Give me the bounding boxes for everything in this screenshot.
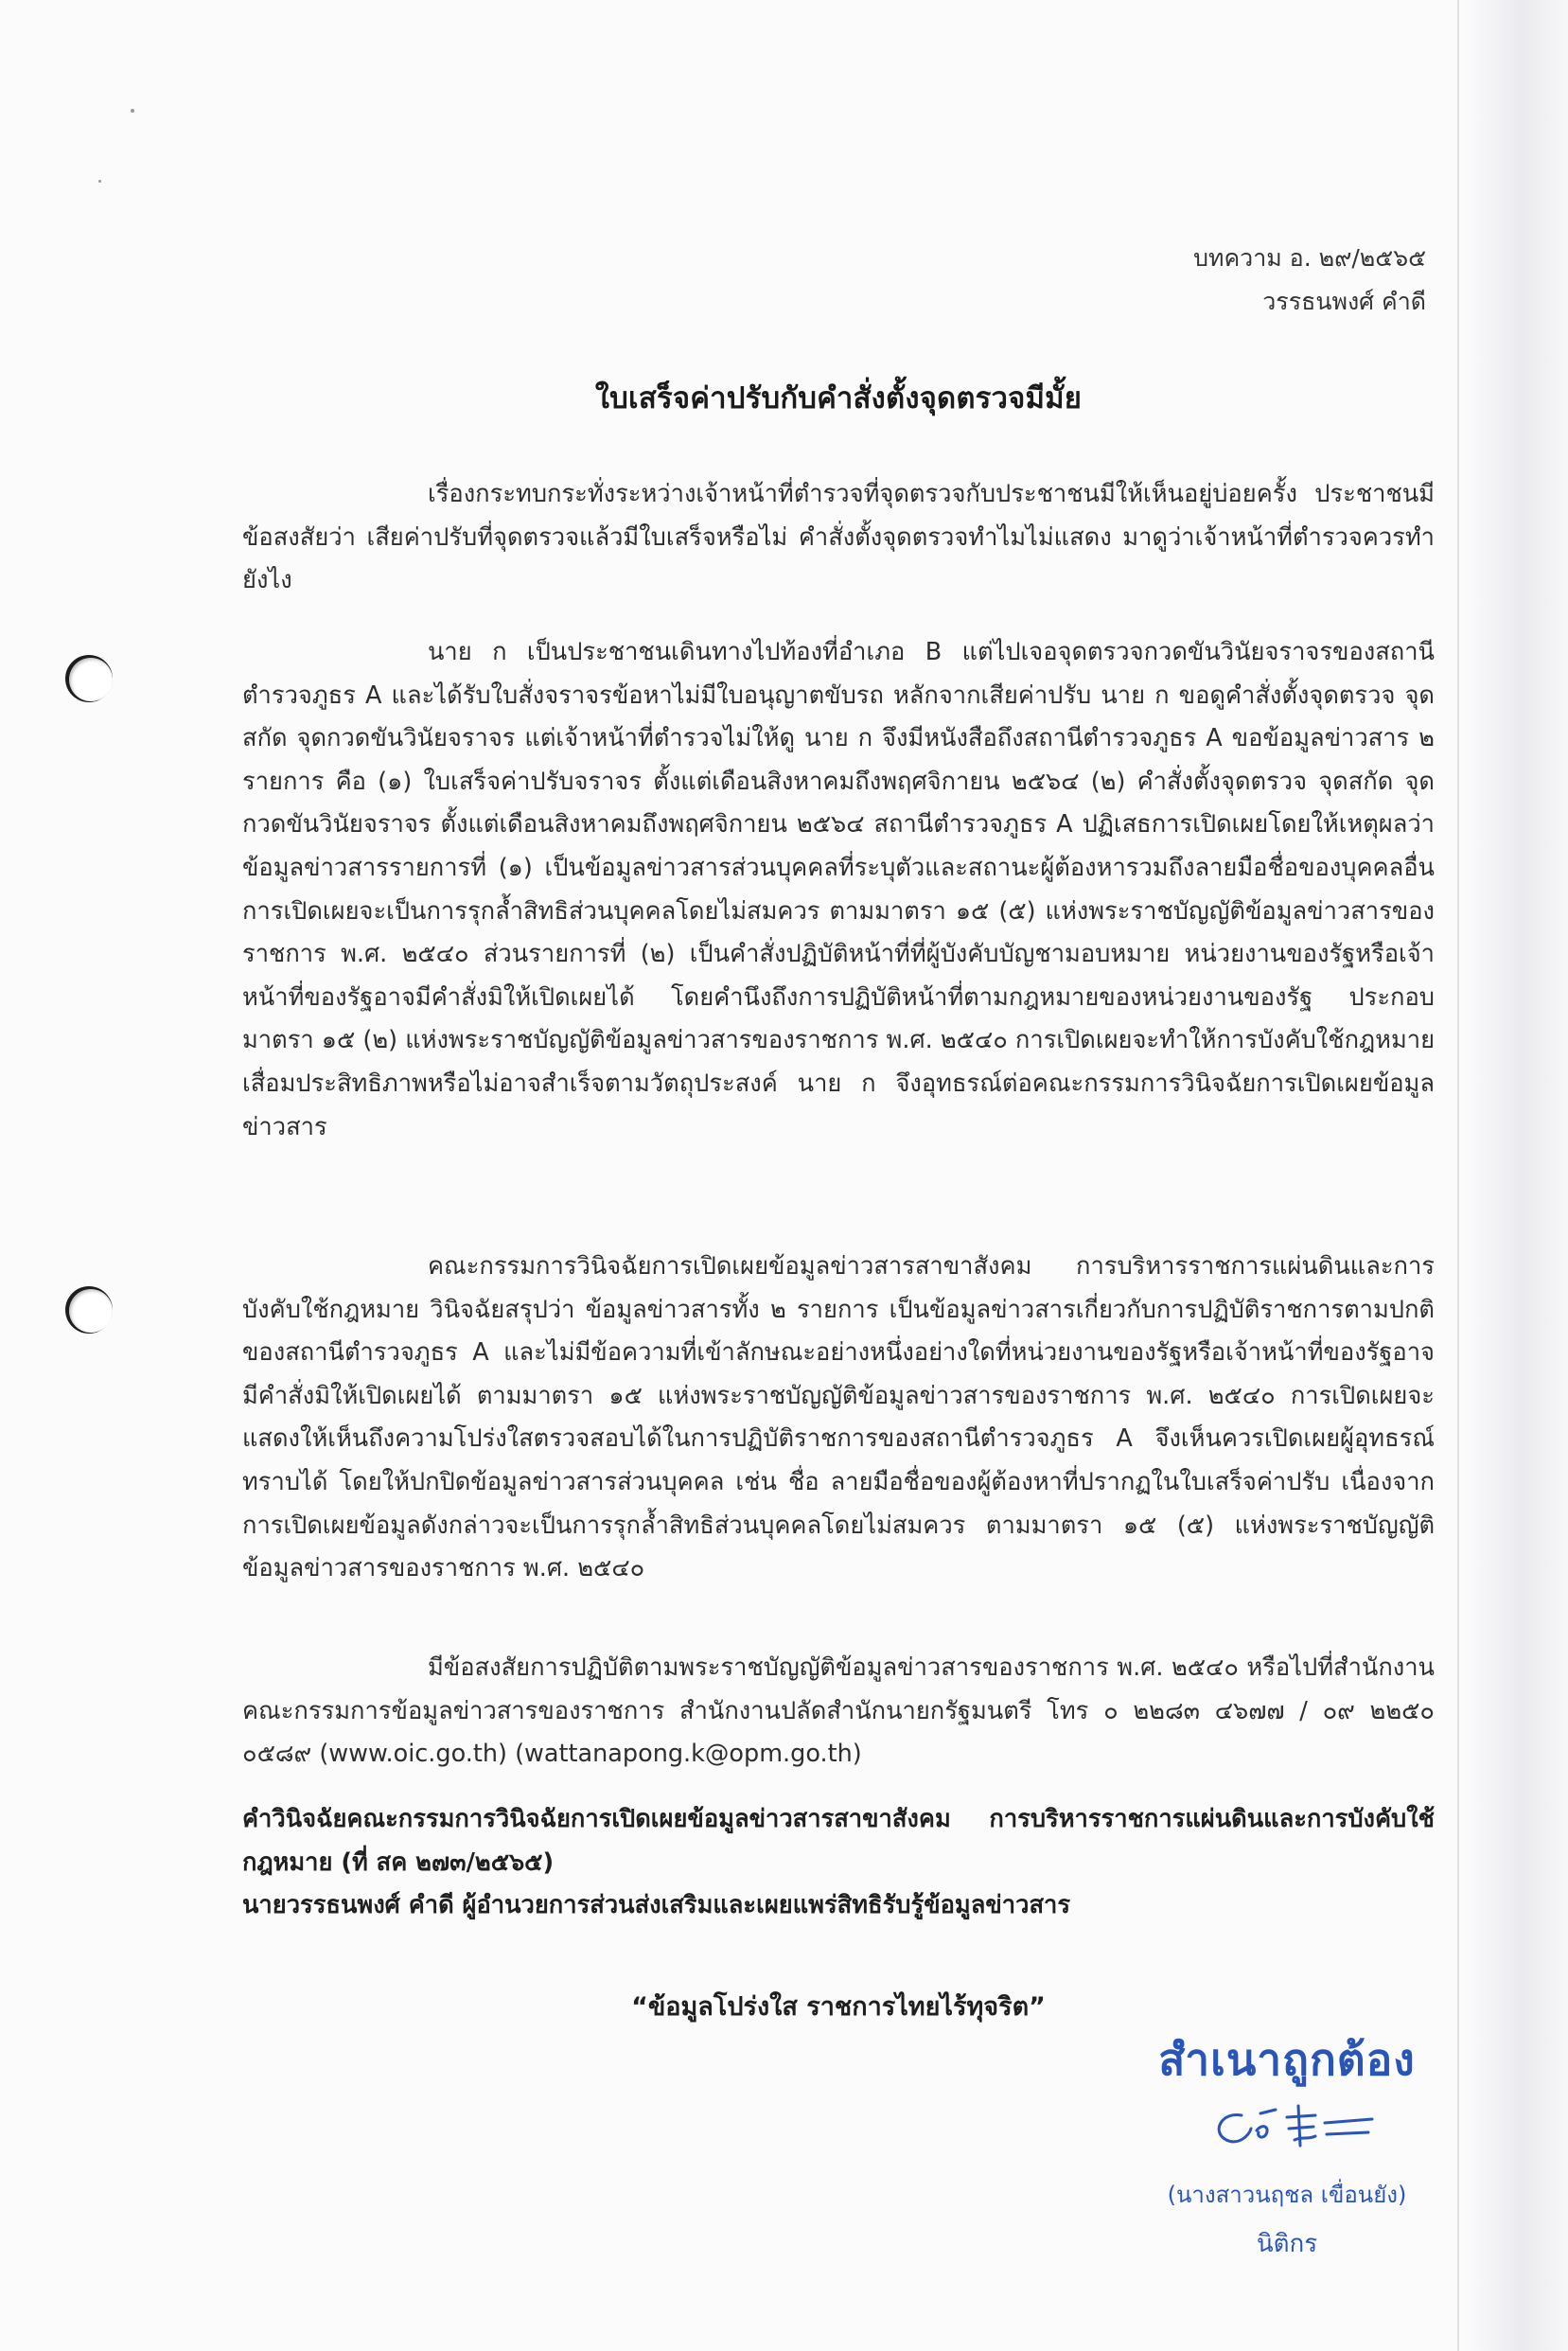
certifier-position: นิติกร	[1256, 2230, 1318, 2258]
scan-speck	[98, 180, 101, 183]
scan-speck	[131, 109, 134, 113]
paragraph-case-facts: นาย ก เป็นประชาชนเดินทางไปท้องที่อำเภอ B แต่ไปเจอจุดตรวจกวดขันวินัยจราจรของสถานีตำรวจภูธร A และได้รับใบสั่งจราจรข้อหาไม่มีใบอนุญาตขับรถ หลักจากเสียค่าปรับ นาย ก ขอดูคำสั่งตั้งจุดตรวจ จุดสกัด จุดกวดขันวินัยจราจร แต่เจ้าหน้าที่ตำรวจไม่ให้ดู นาย ก จึงมีหนังสือถึงสถานีตำรวจภูธร A ขอข้อมูลข่าวสาร ๒ รายการ คือ (๑) ใบเสร็จค่าปรับจราจร ตั้งแต่เดือนสิงหาคมถึงพฤศจิกายน ๒๕๖๔ (๒) คำสั่งตั้งจุดตรวจ จุดสกัด จุดกวดขันวินัยจราจร ตั้งแต่เดือนสิงหาคมถึงพฤศจิกายน ๒๕๖๔ สถานีตำรวจภูธร A ปฏิเสธการเปิดเผยโดยให้เหตุผลว่า ข้อมูลข่าวสารรายการที่ (๑) เป็นข้อมูลข่าวสารส่วนบุคคลที่ระบุตัวและสถานะผู้ต้องหารวมถึงลายมือชื่อของบุคคลอื่น การเปิดเผยจะเป็นการรุกล้ำสิทธิส่วนบุคคลโดยไม่สมควร ตามมาตรา ๑๕ (๕) แห่งพระราชบัญญัติข้อมูลข่าวสารของราชการ พ.ศ. ๒๕๔๐ ส่วนรายการที่ (๒) เป็นคำสั่งปฏิบัติหน้าที่ที่ผู้บังคับบัญชามอบหมาย หน่วยงานของรัฐหรือเจ้าหน้าที่ของรัฐอาจมีคำสั่งมิให้เปิดเผยได้ โดยคำนึงถึงการปฏิบัติหน้าที่ตามกฎหมายของหน่วยงานของรัฐ ประกอบมาตรา ๑๕ (๒) แห่งพระราชบัญญัติข้อมูลข่าวสารของราชการ พ.ศ. ๒๕๔๐ การเปิดเผยจะทำให้การบังคับใช้กฎหมายเสื่อมประสิทธิภาพหรือไม่อาจสำเร็จตามวัตถุประสงค์ นาย ก จึงอุทธรณ์ต่อคณะกรรมการวินิจฉัยการเปิดเผยข้อมูลข่าวสาร	[242, 638, 1436, 1141]
author-position: นายวรรธนพงศ์ คำดี ผู้อำนวยการส่วนส่งเสริมและเผยแพร่สิทธิรับรู้ข้อมูลข่าวสาร	[242, 1891, 1071, 1920]
paragraph-contact-info: มีข้อสงสัยการปฏิบัติตามพระราชบัญญัติข้อมูลข่าวสารของราชการ พ.ศ. ๒๕๔๐ หรือไปที่สำนักงานคณะกรรมการข้อมูลข่าวสารของราชการ สำนักงานปลัดสำนักนายกรัฐมนตรี โทร ๐ ๒๒๘๓ ๔๖๗๗ / ๐๙ ๒๒๕๐ ๐๕๘๙ (www.oic.go.th) (wattanapong.k@opm.go.th)	[242, 1653, 1435, 1769]
decision-citation: คำวินิจฉัยคณะกรรมการวินิจฉัยการเปิดเผยข้อมูลข่าวสารสาขาสังคม การบริหารราชการแผ่นดินและการบังคับใช้กฎหมาย (ที่ สค ๒๗๓/๒๕๖๕)	[242, 1805, 1435, 1877]
page-edge-line	[1457, 0, 1459, 2351]
page-edge-shadow	[1464, 0, 1568, 2351]
certified-copy-title: สำเนาถูกต้อง	[1158, 2034, 1416, 2085]
punch-hole-bottom	[69, 1289, 113, 1333]
punch-hole-top	[69, 658, 113, 701]
slogan: “ข้อมูลโปร่งใส ราชการไทยไร้ทุจริต”	[631, 1992, 1046, 2022]
certified-copy-stamp	[1136, 2025, 1438, 2263]
article-title: ใบเสร็จค่าปรับกับคำสั่งตั้งจุดตรวจมีมั้ย	[594, 381, 1083, 415]
paragraph-committee-decision: คณะกรรมการวินิจฉัยการเปิดเผยข้อมูลข่าวสารสาขาสังคม การบริหารราชการแผ่นดินและการบังคับใช้กฎหมาย วินิจฉัยสรุปว่า ข้อมูลข่าวสารทั้ง ๒ รายการ เป็นข้อมูลข่าวสารเกี่ยวกับการปฏิบัติราชการตามปกติของสถานีตำรวจภูธร A และไม่มีข้อความที่เข้าลักษณะอย่างหนึ่งอย่างใดที่หน่วยงานของรัฐหรือเจ้าหน้าที่ของรัฐอาจมีคำสั่งมิให้เปิดเผยได้ ตามมาตรา ๑๕ แห่งพระราชบัญญัติข้อมูลข่าวสารของราชการ พ.ศ. ๒๕๔๐ การเปิดเผยจะแสดงให้เห็นถึงความโปร่งใสตรวจสอบได้ในการปฏิบัติราชการของสถานีตำรวจภูธร A จึงเห็นควรเปิดเผยผู้อุทธรณ์ทราบได้ โดยให้ปกปิดข้อมูลข่าวสารส่วนบุคคล เช่น ชื่อ ลายมือชื่อของผู้ต้องหาที่ปรากฏในใบเสร็จค่าปรับ เนื่องจากการเปิดเผยข้อมูลดังกล่าวจะเป็นการรุกล้ำสิทธิส่วนบุคคลโดยไม่สมควร ตามมาตรา ๑๕ (๕) แห่งพระราชบัญญัติข้อมูลข่าวสารของราชการ พ.ศ. ๒๕๔๐	[242, 1252, 1435, 1583]
paragraph-intro: เรื่องกระทบกระทั่งระหว่างเจ้าหน้าที่ตำรวจที่จุดตรวจกับประชาชนมีให้เห็นอยู่บ่อยครั้ง ประชาชนมีข้อสงสัยว่า เสียค่าปรับที่จุดตรวจแล้วมีใบเสร็จหรือไม่ คำสั่งตั้งจุดตรวจทำไมไม่แสดง มาดูว่าเจ้าหน้าที่ตำรวจควรทำยังไง	[242, 480, 1435, 595]
decision-reference	[242, 1798, 1435, 1928]
certifier-name: (นางสาวนฤชล เขื่อนยัง)	[1167, 2182, 1407, 2208]
handwritten-signature	[1183, 2095, 1391, 2161]
article-header	[1193, 237, 1426, 324]
article-reference: บทความ อ. ๒๙/๒๕๖๕	[1193, 244, 1426, 272]
author-name: วรรธนพงศ์ คำดี	[1262, 288, 1426, 315]
